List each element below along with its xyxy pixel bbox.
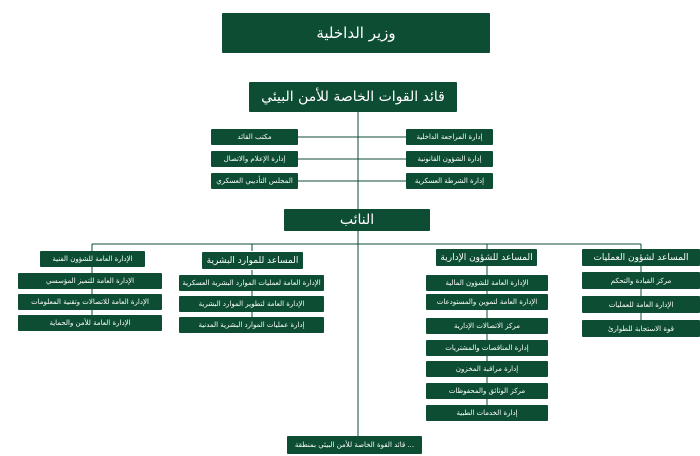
admin-item: إدارة الخدمات الطبية [426,405,548,421]
tech-item: الإدارة العامة للأمن والحماية [18,315,162,331]
military-disciplinary-council: المجلس التأديبي العسكري [211,173,298,189]
admin-assistant-box: المساعد للشؤون الإدارية [436,249,537,266]
internal-audit-dept: إدارة المراجعة الداخلية [406,129,493,145]
admin-item: الإدارة العامة للشؤون المالية [426,275,548,291]
ops-item: الإدارة العامة للعمليات [582,296,700,313]
commander-box: قائد القوات الخاصة للأمن البيئي [249,82,457,112]
office-of-commander: مكتب القائد [211,129,298,145]
ops-assistant-box: المساعد لشؤون العمليات [582,249,700,266]
regional-commander-box: قائد القوة الخاصة للأمن البيئي بمنطقة ... [287,436,422,454]
hr-item: الإدارة العامة لعمليات الموارد البشرية العسكرية [179,275,324,291]
military-police-dept: إدارة الشرطة العسكرية [406,173,493,189]
admin-item: مركز الاتصالات الإدارية [426,318,548,334]
admin-item: مركز الوثائق والمحفوظات [426,383,548,399]
hr-item: إدارة عمليات الموارد البشرية المدنية [179,317,324,333]
tech-item: الإدارة العامة للاتصالات وتقنية المعلومات [18,294,162,310]
deputy-box: النائب [284,209,430,231]
media-communication-dept: إدارة الإعلام والاتصال [211,151,298,167]
admin-item: إدارة مراقبة المخزون [426,361,548,377]
tech-dept-box: الإدارة العامة للشؤون الفنية [40,251,145,267]
ops-item: مركز القيادة والتحكم [582,272,700,289]
hr-assistant-box: المساعد للموارد البشرية [202,252,303,269]
hr-item: الإدارة العامة لتطوير الموارد البشرية [179,296,324,312]
admin-item: الإدارة العامة لتموين والمستودعات [426,294,548,310]
legal-affairs-dept: إدارة الشؤون القانونية [406,151,493,167]
minister-box: وزير الداخلية [222,13,490,53]
ops-item: قوة الاستجابة للطوارئ [582,320,700,337]
tech-item: الإدارة العامة للتميز المؤسسي [18,273,162,289]
admin-item: إدارة المناقصات والمشتريات [426,340,548,356]
